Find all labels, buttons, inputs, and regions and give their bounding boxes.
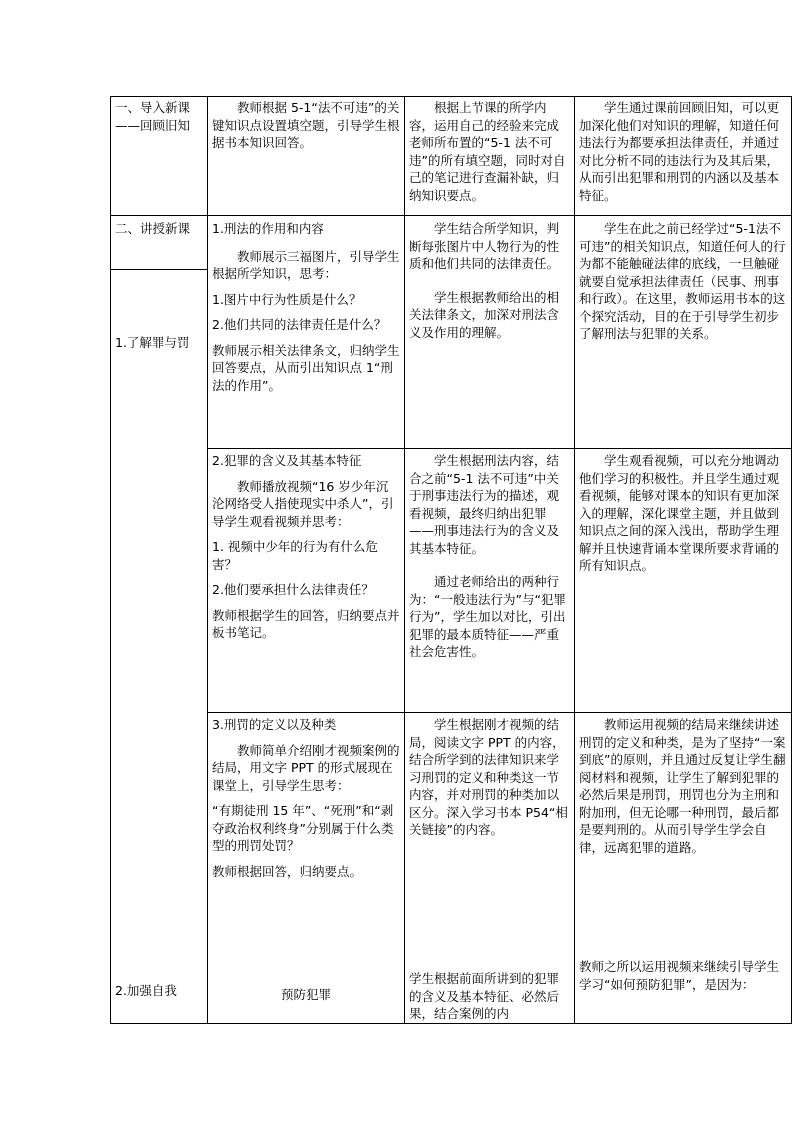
block1-student-p2: 学生根据教师给出的相关法律条文，加深对刑法含义及作用的理解。: [409, 289, 560, 340]
block1-intent-text: 学生在此之前已经学过“5-1法不可违”的相关知识点，知道任何人的行为都不能触碰法律的底线，一旦触碰就要自觉承担法律责任（民事、刑事和行政）。在这里，教师运用书本的这个探究活动，目的在于引导学生初步了解刑法与犯罪的关系。: [579, 221, 786, 341]
table-border-bottom: [110, 1023, 792, 1024]
block3-student-cell: [409, 716, 570, 839]
block2-teacher-p1: 教师播放视频“16 岁少年沉沦网络受人指使现实中杀人”，引导学生观看视频并思考：: [212, 478, 394, 529]
block1-student-cell: [409, 220, 570, 341]
table-border-left: [110, 96, 111, 1024]
block3-intent-cell: [579, 716, 787, 856]
row3-stage-text: 2.加强自我: [115, 983, 177, 998]
row1-intent-text: 学生通过课前回顾旧知，可以更加深化他们对知识的理解，知道任何违法行为都要承担法律责任，并通过对比分析不同的违法行为及其后果，从而引出犯罪和刑罚的内涵以及基本特征。: [579, 100, 780, 203]
block1-question-2: 2.他们共同的法律责任是什么？: [212, 317, 387, 332]
row3-stage-cell: [115, 982, 203, 1000]
row3-student-text: 学生根据前面所讲到的犯罪的含义及基本特征、必然后果，结合案例的内: [409, 971, 560, 1021]
row1-teacher-cell: [212, 99, 400, 152]
row2-stage-text: 二、讲授新课: [115, 221, 191, 236]
block1-teacher-cell: [212, 220, 400, 394]
row-divider-block2: [207, 448, 792, 449]
block3-teacher-p1: 教师简单介绍刚才视频案例的结局，用文字 PPT 的形式展现在课堂上，引导学生思考：: [212, 742, 400, 793]
row2-sub-stage-text: 1.了解罪与罚: [115, 335, 190, 350]
table-column-divider-2: [404, 96, 405, 1024]
block3-question-1: “有期徒刑 15 年”、“死刑”和“剥夺政治权利终身”分别属于什么类型的刑罚处罚？: [212, 803, 394, 853]
row1-student-cell: [409, 99, 570, 204]
block2-teacher-cell: [212, 452, 400, 642]
row1-stage-cell: [115, 99, 203, 134]
row1-intent-cell: [579, 99, 787, 204]
block2-intent-cell: [579, 452, 787, 575]
row1-stage-text: 一、导入新课——回顾旧知: [115, 100, 191, 133]
row2-stage-cell: [115, 220, 203, 238]
block2-student-p1: 学生根据刑法内容，结合之前“5-1 法不可违”中关于刑事违法行为的描述，观看视频，最终归纳出犯罪——刑事违法行为的含义及其基本特征。: [409, 453, 560, 556]
block1-student-p1: 学生结合所学知识，判断每张图片中人物行为的性质和他们共同的法律责任。: [409, 221, 560, 271]
table-border-top: [110, 96, 792, 97]
row3-teacher-cell: [212, 986, 400, 1004]
block1-intent-cell: [579, 220, 787, 343]
block1-question-1: 1.图片中行为性质是什么？: [212, 291, 362, 307]
table-border-right: [791, 96, 792, 1024]
row3-intent-text: 教师之所以运用视频来继续引导学生学习“如何预防犯罪”，是因为：: [579, 959, 780, 992]
block2-teacher-p2: 教师根据学生的回答，归纳要点并板书笔记。: [212, 607, 400, 640]
block2-question-2: 2.他们要承担什么法律责任？: [212, 582, 374, 597]
block3-intent-text: 教师运用视频的结局来继续讲述刑罚的定义和种类，是为了坚持“一案到底”的原则，并且通过反复让学生翻阅材料和视频，让学生了解到犯罪的必然后果是刑罚，刑罚也分为主刑和附加刑，但无论哪一种刑罚，最后都是要判刑的。从而引导学生学会自律，远离犯罪的道路。: [579, 717, 786, 855]
row-divider-block3: [207, 712, 792, 713]
row1-student-text: 根据上节课的所学内容，运用自己的经验来完成老师所布置的“5-1 法不可违”的所有填空题，同时对自己的笔记进行查漏补缺，归纳知识要点。: [409, 100, 566, 203]
row3-intent-cell: [579, 958, 787, 993]
block3-teacher-p2: 教师根据回答，归纳要点。: [212, 863, 363, 879]
row2-sub-stage-cell: [115, 334, 203, 352]
table-column-divider-1: [207, 96, 208, 1024]
row-divider-1: [110, 215, 792, 216]
block2-title: 2.犯罪的含义及其基本特征: [212, 453, 362, 468]
block2-question-1: 1. 视频中少年的行为有什么危害？: [212, 539, 378, 572]
block3-teacher-cell: [212, 716, 400, 880]
block2-student-cell: [409, 452, 570, 661]
block3-title: 3.刑罚的定义以及种类: [212, 717, 337, 732]
block1-teacher-p2: 教师展示相关法律条文，归纳学生回答要点，从而引出知识点 1“刑法的作用”。: [212, 342, 400, 393]
block2-student-p2: 通过老师给出的两种行为：“一般违法行为”与“犯罪行为”，学生加以对比，引出犯罪的最本质特征——严重社会危害性。: [409, 574, 566, 659]
table-column-divider-3: [574, 96, 575, 1024]
block3-student-text: 学生根据刚才视频的结局，阅读文字 PPT 的内容，结合所学到的法律知识来学习刑罚的定义和种类这一节内容，并对刑罚的种类加以区分。深入学习书本 P54“相关链接”的内容。: [409, 717, 568, 837]
row3-teacher-text: 预防犯罪: [280, 987, 331, 1002]
block1-teacher-p1: 教师展示三福图片，引导学生根据所学知识，思考：: [212, 248, 400, 281]
row-divider-col1-sub: [110, 269, 208, 270]
row1-teacher-text: 教师根据 5-1“法不可违”的关键知识点设置填空题，引导学生根据书本知识回答。: [212, 100, 400, 150]
block2-intent-text: 学生观看视频，可以充分地调动他们学习的积极性。并且学生通过观看视频，能够对课本的知识有更加深入的理解，深化课堂主题，并且做到知识点之间的深入浅出，帮助学生理解并且快速背诵本堂课所要求背诵的所有知识点。: [579, 453, 780, 573]
block1-title: 1.刑法的作用和内容: [212, 221, 324, 236]
row3-student-cell: [409, 970, 570, 1022]
